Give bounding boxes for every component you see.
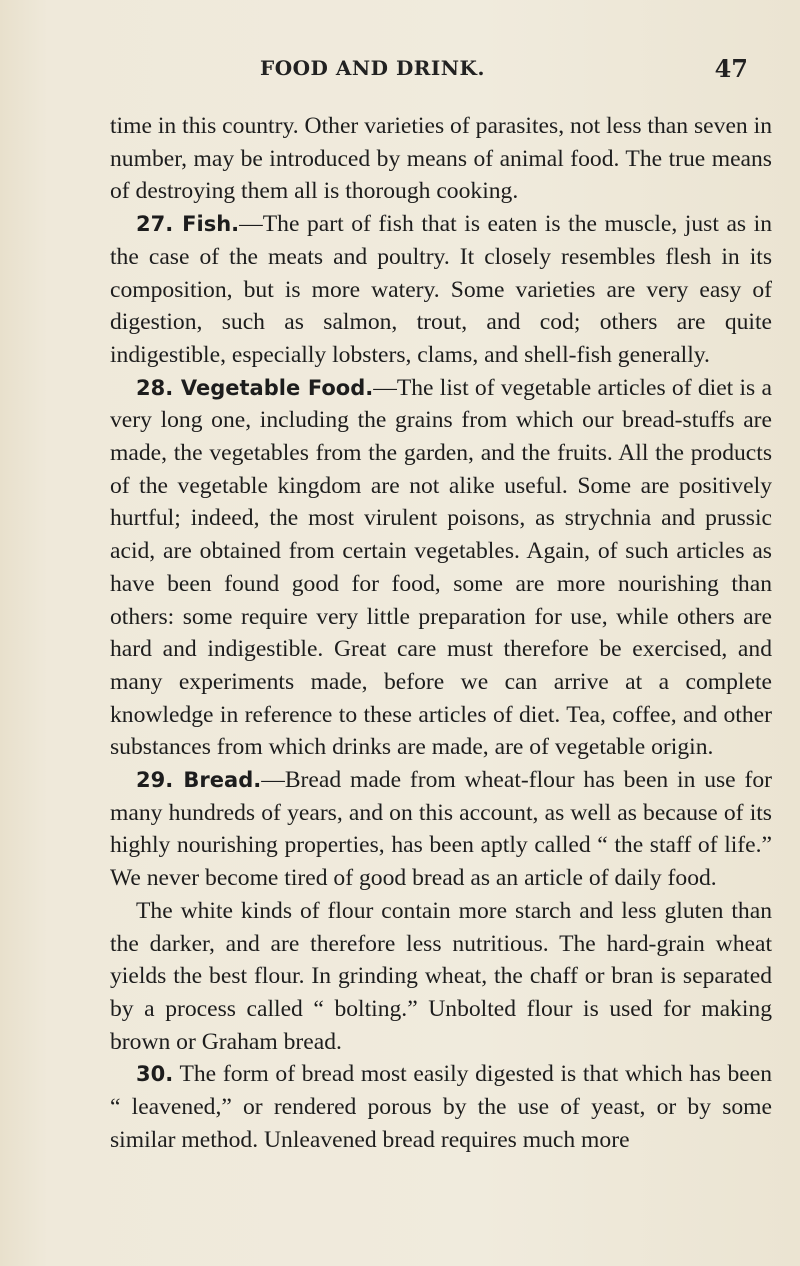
page-number: 47 (714, 54, 748, 83)
paragraph-text: —The list of vegetable articles of diet is a very long one, including the grains from which our bread-stuffs are made, the vegetables from the garden, and the fruits. All the products of the vegetable kingdom are not alike useful. Some are positively hurtful; indeed, the most virulent poisons, as strychnia and prussic acid, are obtained from certain vegetables. Again, of such articles as have been found good for food, some are more nourishing than others: some require very little preparation for use, while others are hard and indigestible. Great care must therefore be exercised, and many experiments made, before we can arrive at a complete knowledge in reference to these articles of diet. Tea, coffee, and other substances from which drinks are made, are of vegetable origin. (110, 374, 772, 761)
running-title: FOOD AND DRINK. (260, 56, 485, 80)
paragraph-text: The white kinds of flour contain more starch and less gluten than the darker, and are therefore less nutritious. The hard-grain wheat yields the best flour. In grinding wheat, the chaff or bran is separated by a process called “ bolting.” Unbolted flour is used for making brown or Graham bread. (110, 897, 772, 1055)
section-heading: 28. Vegetable Food. (136, 375, 374, 400)
section-28-vegetable-food (110, 372, 772, 764)
section-heading: 29. Bread. (136, 768, 262, 793)
paragraph-text: time in this country. Other varieties of parasites, not less than seven in number, may be introduced by means of animal food. The true means of destroying them all is thorough cooking. (110, 113, 772, 205)
paragraph-text: —The part of fish that is eaten is the muscle, just as in the case of the meats and poultry. It closely resembles flesh in its composition, but is more watery. Some varieties are very easy of digestion, such as salmon, trout, and cod; others are quite indigestible, especially lobsters, clams, and shell-fish generally. (110, 211, 772, 368)
section-29-bread (110, 764, 772, 895)
section-27-fish (110, 208, 772, 372)
running-header (110, 56, 770, 86)
paragraph-flour (110, 895, 772, 1059)
section-heading: 27. Fish. (136, 212, 240, 237)
section-heading: 30. (136, 1062, 174, 1087)
paragraph-text: —Bread made from wheat-flour has been in use for many hundreds of years, and on this account, as well as because of its highly nourishing properties, has been aptly called “ the staff of life.” We never become tired of good bread as an article of daily food. (110, 767, 772, 892)
section-30 (110, 1058, 772, 1156)
paragraph-continuation (110, 110, 772, 208)
paragraph-text: The form of bread most easily digested is that which has been “ leavened,” or rendered porous by the use of yeast, or by some similar method. Unleavened bread requires much more (110, 1061, 772, 1153)
page-body (110, 110, 772, 1157)
